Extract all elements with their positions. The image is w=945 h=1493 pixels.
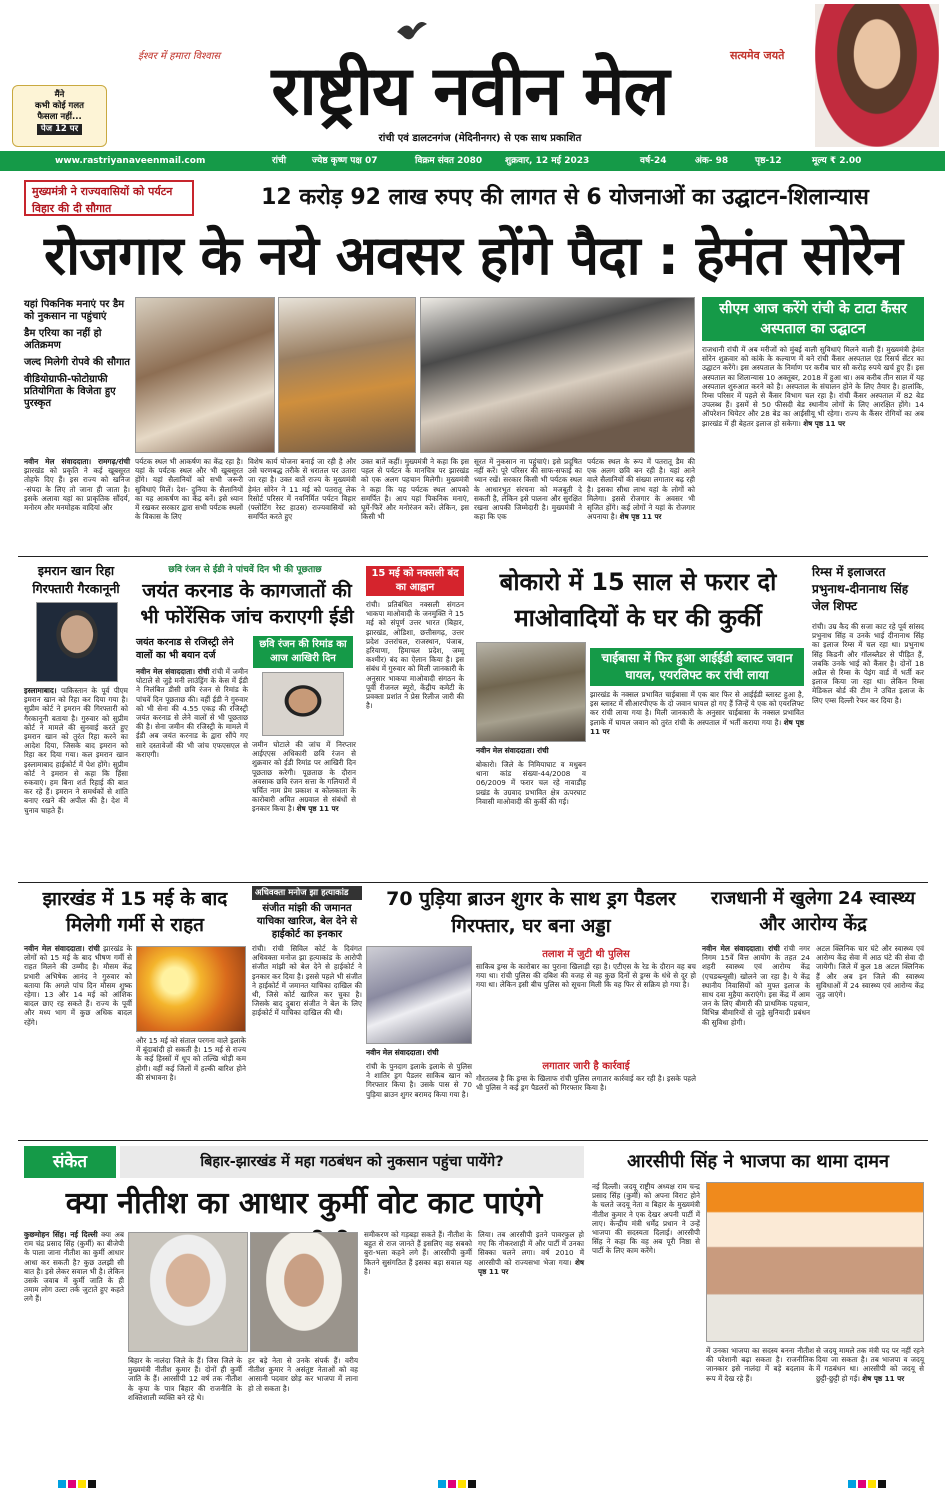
court-body: रांची। रांची सिविल कोर्ट के दिवंगत अधिवक्ता मनोज झा हत्याकांड के आरोपी संजीत मांझी को बेल देने से हाईकोर्ट ने इनकार कर दिया है। इससे पहले भी संजीत ने हाईकोर्ट में जमानत याचिका दाखिल की थी, जिसे कोर्ट खारिज कर चुका है। जिसके बाद दुबारा संजीत ने बेल के लिए हाईकोर्ट में याचिका दाखिल की थी।: [252, 944, 362, 1018]
court-headline: संजीत मांझी की जमानत याचिका खारिज, बेल देने से हाईकोर्ट का इनकार: [256, 903, 358, 940]
lead-column-1: [24, 457, 130, 549]
promo-box[interactable]: [12, 85, 107, 147]
lead-column-3: विशेष कार्य योजना बनाई जा रही है और उसे चरणबद्ध तरीके से धरातल पर उतारा जा रहा है। उक्त बातें राज्य के मुख्यमंत्री हेमंत सोरेन ने 11 मई को पतरातू लेक रिसोर्ट परिसर में नवनिर्मित पर्यटन विहार (फ्लोटिंग रेस्ट हाउस) राज्यवासियों को समर्पित करते हुए: [248, 457, 356, 522]
health-column-1: [702, 944, 810, 1136]
ed-box: छवि रंजन की रिमांड का आज आखिरी दिन: [253, 636, 353, 668]
lead-deck: 12 करोड़ 92 लाख रुपए की लागत से 6 योजनाओं का उद्घाटन-शिलान्यास: [261, 185, 869, 210]
promo-line: पेज 12 पर: [37, 124, 82, 135]
bokaro-headline: बोकारो में 15 साल से फरार दो माओवादियों के घर की कुर्की: [499, 568, 777, 632]
heat-text: झारखंड के लोगों को 15 मई के बाद भीषण गर्मी से राहत मिलने की उम्मीद है। मौसम केंद्र प्रभारी अभिषेक आनंद ने गुरुवार को बताया कि अगले पांच दिन मौसम शुष्क रहेगा। 13 और 14 मई को आंशिक बादल छाए रह सकते हैं। राज्य के पूर्वी और मध्य भाग में कुछ अधिक बादल रहेंगे।: [24, 944, 132, 1027]
rcp-jump[interactable]: शेष पृष्ठ 11 पर: [862, 1373, 905, 1383]
drug-subhead-2: लगातार जारी है कार्रवाई: [542, 1061, 630, 1072]
rims-headline: रिम्स में इलाजरत प्रभुनाथ-दीनानाथ सिंह जेल शिफ्ट: [812, 565, 909, 613]
lead-column-2: पर्यटक स्थल भी आकर्षण का केंद्र रहा है। यहां के पर्यटक स्थल और भी खूबसूरत होंगे। यहां सैलानियों को सभी जरूरी सुविधाएं मिलें। देश- दुनिया के सैलानियों का यह आकर्षण का केंद्र बनें। इसे ध्यान में रखकर सरकार द्वारा सभी पर्यटक स्थलों के विकास के लिए: [135, 457, 243, 522]
imran-dateline: इस्लामाबाद।: [24, 686, 57, 695]
naxal-box: 15 मई को नक्सली बंद का आह्वान: [366, 566, 464, 596]
strip-issue: अंक- 98: [695, 156, 729, 166]
bokaro-jump[interactable]: शेष पृष्ठ 11 पर: [590, 717, 804, 736]
lead-column-5: सूरत में नुकसान ना पहुंचाएं। इसे प्रदूषित नहीं करें। पूरे परिसर की साफ-सफाई का ध्यान रखें। सरकार किसी भी पर्यटक स्थल के आधारभूत संरचना को मजबूती दे सकती है, लेकिन इसे पालना और सुरक्षित रखना आपकी जिम्मेदारी है। मुख्यमंत्री ने कहा कि एक: [474, 457, 582, 522]
masthead-subtitle: रांची एवं डालटनगंज (मेदिनीनगर) से एक साथ प्रकाशित: [378, 133, 582, 144]
bird-icon: [395, 18, 429, 44]
imran-text: पाकिस्तान के पूर्व पीएम इमरान खान को रिहा कर दिया गया है। सुप्रीम कोर्ट ने इमरान की गिरफ्तारी को गैरकानूनी बताया है। गुरुवार को सुप्रीम कोर्ट ने मामले की सुनवाई करते हुए इमरान खान को तुरंत रिहा करने का आदेश दिया, जिसके बाद इमरान को रिहा कर दिया गया। कल इमरान खान इस्लामाबाद हाईकोर्ट में पेश होंगे। सुप्रीम कोर्ट ने इमरान से कहा कि हिंसा रुकवाएं। हम बिना शर्त रिहाई की बात कर रहे हैं। इमरान ने समर्थकों से शांति बनाए रखने की अपील की है। देश में चुनाव चाहते हैं।: [24, 686, 128, 815]
cancer-jump[interactable]: शेष पृष्ठ 11 पर: [803, 418, 846, 428]
rcp-text: नई दिल्ली। जदयू राष्ट्रीय अध्यक्ष राम चन्द्र प्रसाद सिंह (कुर्मी) को अपना विराट होने के चलते जदयू नेता व बिहार के मुख्यमंत्री नीतीश कुमार ने एक देखर अपनी पार्टी में लाए। केन्द्रीय मंत्री धर्मेंद्र प्रधान ने उन्हें भाजपा की सदस्यता दिलाई। आरसीपी सिंह ने कहा कि वह अब पूरी निष्ठा से पार्टी के लिए काम करेंगे।: [592, 1182, 700, 1256]
rcp-headline: आरसीपी सिंह ने भाजपा का थामा दामन: [626, 1151, 890, 1172]
cancer-text: राजधानी रांची में अब मरीजों को मुंबई वाली सुविधाएं मिलने वाली हैं। मुख्यमंत्री हेमंत सोरेन शुक्रवार को कांके के कल्याण में बने रांची कैंसर अस्पताल एंड रिसर्च सेंटर का उद्घाटन करेंगे। इस अस्पताल के निर्माण पर करीब चार सौ करोड़ रुपये खर्च हुए हैं। इस अस्पताल का शिलान्यास 10 अक्तूबर, 2018 में हुआ था। अब करीब तीन साल में यह अस्पताल शुरुआत करने को है। अस्पताल के संचालन होने के लिए तैयार है। हालांकि, रिम्स परिसर में पहले से कैंसर विभाग चल रहा है। रांची कैंसर अस्पताल में 82 बेड उपलब्ध हैं। इसमें से 50 फीसदी बेड स्थानीय लोगों के लिए आरक्षित होंगे। 14 ऑपरेशन थियेटर और 28 बेड का आईसीयू भी रहेगा। राज्य के कैंसर रोगियों का अब झारखंड में ही बेहतर इलाज हो सकेगा।: [702, 345, 924, 428]
side-point: डैम एरिया का नहीं हो अतिक्रमण: [24, 328, 102, 351]
promo-line: कभी कोई गलत: [35, 101, 84, 111]
ed-kicker: छवि रंजन से ईडी ने पांचवें दिन भी की पूछताछ: [168, 565, 322, 575]
masthead-motto: सत्यमेव जयते: [730, 49, 785, 62]
masthead-tagline: ईश्वर में हमारा विश्वास: [138, 51, 221, 62]
lead-kicker: मुख्यमंत्री ने राज्यवासियों को पर्यटन विहार की दी सौगात: [24, 180, 194, 216]
bokaro-photo: [476, 642, 586, 742]
promo-line: मैंने: [54, 90, 65, 100]
masthead-title: राष्ट्रीय नवीन मेल: [271, 52, 669, 131]
ed-text: जमीन घोटाले की जांच में निरप्तार आईएएस अधिकारी छवि रंजन से शुक्रवार को ईडी रिमांड पर आखिरी दिन पूछताछ करेगी। पूछताछ के दौरान अवसाक छवि रंजन सत्ता के गलियारों में चर्चित नाम प्रेम प्रकाश व कोलकाता के कारोबारी अमित अग्रवाल से संबंधों से इनकार किया है।: [252, 740, 356, 814]
lead-headline: रोजगार के नये अवसर होंगे पैदा : हेमंत सोरेन: [44, 224, 902, 287]
section-divider: [18, 1140, 928, 1141]
strip-paksha: ज्येष्ठ कृष्ण पक्ष 07: [312, 156, 378, 166]
ed-subhead: जयंत करनाड से रजिस्ट्री लेने वालों का भी बयान दर्ज: [136, 637, 234, 661]
chaibasa-body: [590, 690, 804, 878]
imran-body: [24, 686, 128, 878]
health-headline: राजधानी में खुलेगा 24 स्वास्थ्य और आरोग्य केंद्र: [710, 888, 916, 935]
rcp-photo: [128, 1232, 248, 1352]
bottom-text: क्या अब राम चंद्र प्रसाद सिंह (कुर्मी) का बीजेपी के पाला जाना नीतीश का कुर्मी आधार आधा कर सकती है? कुछ उलझी सी बात है। इसे लेकर सवाल भी है। लेकिन उसके जवाब में कुर्मी जाति के ही तमाम लोग उल्टा तर्क जुटाते हुए कहते लगे हैं।: [24, 1230, 124, 1304]
ed-headline: जयंत करनाड के कागजातों की भी फोरेंसिक जांच कराएगी ईडी: [140, 580, 354, 628]
imran-headline: इमरान खान रिहा गिरफ्तारी गैरकानूनी: [32, 563, 120, 596]
side-point: जल्द मिलेगी रोपवे की सौगात: [24, 357, 130, 368]
imran-photo: [36, 602, 118, 682]
heat-column-2: और 15 मई को संताल परगना वाले इलाके में बूंदाबांदी हो सकती है। 15 मई से राज्य के कई हिस्सों में धूप को तल्खि थोड़ी कम होगी। वहीं कई जिलों में हल्की बारिश होने की संभावना है।: [136, 1036, 246, 1082]
masthead: [0, 0, 945, 150]
lead-text: पर्यटक स्थल के रूप में पतरातू डैम की एक अलग छवि बन रही है। यहां आने वाले सैलानियों की संख्या लगातार बढ़ रही है। इसका सीधा लाभ यहां के लोगों को मिलेगा। इससे रोजगार के अवसर भी सृजित होंगे। कई लोगों ने यहां के रोजगार अपनाया है।: [587, 457, 695, 522]
bottom-headline: क्या नीतीश का आधार कुर्मी वोट काट पाएंगे: [65, 1186, 543, 1221]
heat-column-1: [24, 944, 132, 1136]
drug-headline: 70 पुड़िया ब्राउन शुगर के साथ ड्रग पैडलर गिरफ्तार, घर बना अड्डा: [386, 888, 676, 937]
bottom-byline: कुछमोहन सिंह। नई दिल्ली: [24, 1230, 98, 1239]
heat-byline: नवीन मेल संवाददाता। रांची: [24, 944, 100, 953]
lead-jump[interactable]: शेष पृष्ठ 11 पर: [619, 512, 662, 522]
section-divider: [18, 556, 928, 557]
color-registration-bar: [18, 1474, 928, 1484]
lead-text: झारखंड को प्रकृति ने कई खूबसूरत तोहफे दिए हैं। इस राज्य को खनिज -संपदा के लिए तो जाना ही जाता है। इसके अलावा यहां का प्राकृतिक सौंदर्य, मनोरम और मनमोहक वादियां और: [24, 466, 130, 513]
chaibasa-text: झारखंड के नक्सल प्रभावित चाईबासा में एक बार फिर से आईईडी ब्लास्ट हुआ है, इस ब्लास्ट में सीआरपीएफ के दो जवान घायल हो गए हैं जिन्हें ये एक को एयरलिफ्ट कर रांची लाया गया है। मिली जानकारी के अनुसार चाईबासा के नक्सल प्रभावित इलाके में घायल जवान को तुरंत रांची के अस्पताल में भर्ती कराया गया है।: [590, 690, 804, 727]
website-link[interactable]: www.rastriyanaveenmail.com: [55, 156, 206, 166]
cancer-body: [702, 345, 924, 549]
rcp-column-2: में उनका भाजपा का सदस्य बनना नीतीश की परेशानी बढ़ा सकता है। राजनीतिक जानकार इसे नालंदा में बड़े बदलाव के रूप में देख रहे हैं।: [706, 1346, 814, 1383]
bokaro-body: बोकारो। जिले के निमियाघाट व मधुबन थाना कांड संख्या-44/2008 व 06/2009 में फरार चल रहे नावाडीह प्रखंड के उग्रवाद प्रभावित क्षेत्र ऊपरघाट निवासी माओवादी की कुर्की की गई।: [476, 760, 586, 806]
rcp-bjp-photo: [706, 1182, 924, 1342]
strip-city: रांची: [272, 156, 287, 166]
lead-photo-1: [135, 297, 275, 453]
drug-subhead-1: तलाश में जुटी थी पुलिस: [542, 949, 630, 960]
rcp-text: से जदयू मामले तक मंत्री पद पर नहीं रहने दिया जा सकता है। तब भाजपा व जदयू में गठबंधन था। आरसीपी को जदयू से छुट्टी-छुट्टी हो गई।: [816, 1346, 924, 1383]
cancer-headline: सीएम आज करेंगे रांची के टाटा कैंसर अस्पताल का उद्घाटन: [702, 297, 924, 341]
bottom-column-4: समीकरण को गड़बड़ा सकते हैं। नीतीश के बहुत से राज जानते हैं इसलिए वह सबको बुरा-भला कहने लगे हैं। आरसीपी कुर्मी कितने सुसंगठित हैं इसका बड़ा सवाल यह है।: [364, 1230, 472, 1276]
bottom-jump[interactable]: शेष पृष्ठ 11 पर: [478, 1257, 584, 1276]
bottom-kicker: बिहार-झारखंड में महा गठबंधन को नुकसान पहुंचा पायेंगे?: [120, 1146, 584, 1178]
ed-text: रांची में जमीन घोटाले से जुड़े मनी लाउंड्रिंग के केस में ईडी ने निलंबित डीसी छवि रंजन से रिमांड के पांचवें दिन पूछताछ की। वहीं ईडी ने गुरुवार को भी सेना की 4.55 एकड़ की रजिस्ट्री जयंत करनाड से लेने वालों से भी पूछताछ की है। सेना जमीन की रजिस्ट्री के मामले में ईडी अब जयंत करनाड के द्वारा सौंपे गए सारे दस्तावेजों की भी जांच एफएसएल से कराएगी।: [136, 667, 248, 759]
lead-column-4: उक्त बातें कहीं। मुख्यमंत्री ने कहा कि इस पहल से पर्यटन के मानचित्र पर झारखंड को एक अलग पहचान मिलेगी। मुख्यमंत्री ने कहा कि यह पर्यटक स्थल आपको समर्पित है। आप यहां पिकनिक मनाएं, घूमें-फिरें और मनोरंजन करें। लेकिन, इस किसी भी: [361, 457, 469, 522]
lead-photo-2: [278, 297, 416, 453]
bottom-column-3: हर बड़े नेता से उनके संपर्क हैं। वरीय नीतीश कुमार ने असंतुष्ट नेताओं को वह आसानी पदवार छोड़ कर भाजपा में लाना हो तो सकता है।: [248, 1356, 358, 1393]
heat-headline: झारखंड में 15 मई के बाद मिलेगी गर्मी से राहत: [42, 888, 228, 936]
sanket-label: संकेत: [24, 1146, 116, 1178]
drug-photo: [366, 946, 472, 1044]
strip-date: शुक्रवार, 12 मई 2023: [505, 156, 590, 166]
lead-byline: नवीन मेल संवाददाता। रामगढ़/रांची: [24, 457, 130, 466]
strip-year: वर्ष-24: [640, 156, 667, 166]
ed-column-1: [136, 667, 248, 878]
rcp-column-3: [816, 1346, 924, 1468]
bottom-text: लिया। तब आरसीपी इतने पावरफुल हो गए कि नौकरशाही में और पार्टी में उनका सिक्का चलने लगा। वर्ष 2010 में आरसीपी को राज्यसभा भेजा गया।: [478, 1230, 584, 1267]
health-byline: नवीन मेल संवाददाता। रांची: [702, 944, 780, 953]
bottom-column-5: [478, 1230, 584, 1468]
side-point: वीडियोग्राफी-फोटोग्राफी प्रतियोगिता के विजेता हुए पुरस्कृत: [24, 374, 116, 409]
promo-line: फैसला नहीं...: [37, 112, 82, 122]
drug-body-3: गौरतलब है कि ड्रग्स के खिलाफ रांची पुलिस लगातार कार्रवाई कर रही है। इसके पहले भी पुलिस ने कई ड्रग पैडलरों को गिरफ्तार किया है।: [476, 1074, 696, 1093]
drug-body: रांची के पुनदाग इलाके इलाके से पुलिस ने शातिर ड्रग पैडलर साकिब खान को गिरफ्तार किया है। उसके पास से 70 पुड़िया ब्राउन शुगर बरामद किया गया है।: [366, 1062, 472, 1099]
lead-column-6: [587, 457, 695, 549]
rims-body: रांची। उम्र कैद की सजा काट रहे पूर्व सांसद प्रभुनाथ सिंह व उनके भाई दीनानाथ सिंह का इलाज रिम्स में चल रहा था। प्रभुनाथ सिंह किडनी और गॉलब्लैडर से पीड़ित हैं, जबकि उनके भाई को कैंसर है। दोनों 18 अप्रैल से रिम्स के पेइंग वार्ड में भर्ती कर इलाज किया जा रहा था। लेकिन रिम्स मेडिकल बोर्ड की टीम ने उचित इलाज के लिए एम्स दिल्ली रेफर कर दिया है।: [812, 622, 924, 705]
ed-jump[interactable]: शेष पृष्ठ 11 पर: [296, 804, 339, 814]
rcp-column-1: [592, 1182, 700, 1468]
celebrity-portrait: [815, 4, 939, 147]
lead-side-points: [24, 299, 130, 449]
ed-photo: [262, 672, 344, 736]
health-text: रांची नगर निगम 15वें वित्त आयोग के तहत 24 शहरी स्वास्थ्य एवं आरोग्य केंद्र (एचडब्ल्यूसी) खोलने जा रहा है। ये केंद्र स्थानीय निवासियों को मुफ्त इलाज के साथ दवा मुहैया कराएंगे। इस केंद्र में आम जन के लिए बीमारी की प्राथमिक पहचान, विभिन्न बीमारियों से जुड़े सुनियादी प्रबंधन की सुविधा होगी।: [702, 944, 810, 1027]
ed-byline: नवीन मेल संवाददाता। रांची: [136, 667, 210, 676]
lead-photo-3: [420, 297, 695, 453]
section-divider: [18, 882, 928, 883]
strip-price: मूल्य ₹ 2.00: [812, 156, 862, 166]
court-label: अधिवक्ता मनोज झा हत्याकांड: [252, 886, 362, 900]
heat-photo: [136, 946, 246, 1032]
ed-column-2: [252, 740, 356, 878]
naxal-body: रांची। प्रतिबंधित नक्सली संगठन भाकपा माओवादी के जनमुक्ति ने 15 मई को संपूर्ण उत्तर भारत (बिहार, झारखंड, ओडिशा, छत्तीसगढ़, उत्तर प्रदेश उत्तरांचल, राजस्थान, पंजाब, हरियाणा, हिमाचल प्रदेश, जम्मू कश्मीर) बंद का ऐलान किया है। इस संबंध में गुरुवार को मिली जानकारी के अनुसार भाकपा माओवादी संगठन के पूर्वी रीजनल ब्यूरो, केंद्रीय कमेटी के प्रवक्ता प्रशांत ने प्रेस रिलीज जारी की है।: [366, 600, 464, 711]
drug-body-2: साकिब ड्रग्स के कारोबार का पुराना खिलाड़ी रहा है। एटीएस के रेड के दौरान वह बच गया था। रांची पुलिस की दबिश की वजह से वह कुछ दिनों से ड्रग्स के धंधे से दूर हो गया था। लेकिन इसी बीच पुलिस को सूचना मिली कि वह फिर से सक्रिय हो गया है।: [476, 962, 696, 990]
drug-caption: नवीन मेल संवाददाता। रांची: [366, 1048, 439, 1057]
bokaro-caption: नवीन मेल संवाददाता। रांची: [476, 746, 549, 755]
strip-samvat: विक्रम संवत 2080: [415, 156, 483, 166]
strip-pages: पृष्ठ-12: [755, 156, 782, 166]
bottom-column-2: बिहार के नालंदा जिले के हैं। जिस जिले के मुख्यमंत्री नीतीश कुमार हैं। दोनों ही कुर्मी जाति के हैं। आरसीपी 12 वर्ष तक नीतीश के कृपा के पात्र बिहार की राजनीति के शक्तिशाली व्यक्ति बने रहे थे।: [128, 1356, 242, 1402]
date-strip: [0, 151, 945, 171]
bottom-column-1: [24, 1230, 124, 1468]
chaibasa-subhead: चाईबासा में फिर हुआ आईईडी ब्लास्ट जवान घायल, एयरलिफ्ट कर रांची लाया: [590, 648, 804, 686]
health-column-2: अटल क्लिनिक चार घंटे और स्वास्थ्य एवं आरोग्य केंद्र सेवा में आठ घंटे की सेवा दी जायेगी। जिले में कुल 18 अटल क्लिनिक हैं और अब इन जिले की स्वास्थ्य सुविधाओं में 24 स्वास्थ्य एवं आरोग्य केंद्र जुड़ जाएंगे।: [816, 944, 924, 1000]
side-point: यहां पिकनिक मनाएं पर डैम को नुकसान ना पहुंचाएं: [24, 299, 125, 322]
nitish-photo: [250, 1232, 358, 1352]
